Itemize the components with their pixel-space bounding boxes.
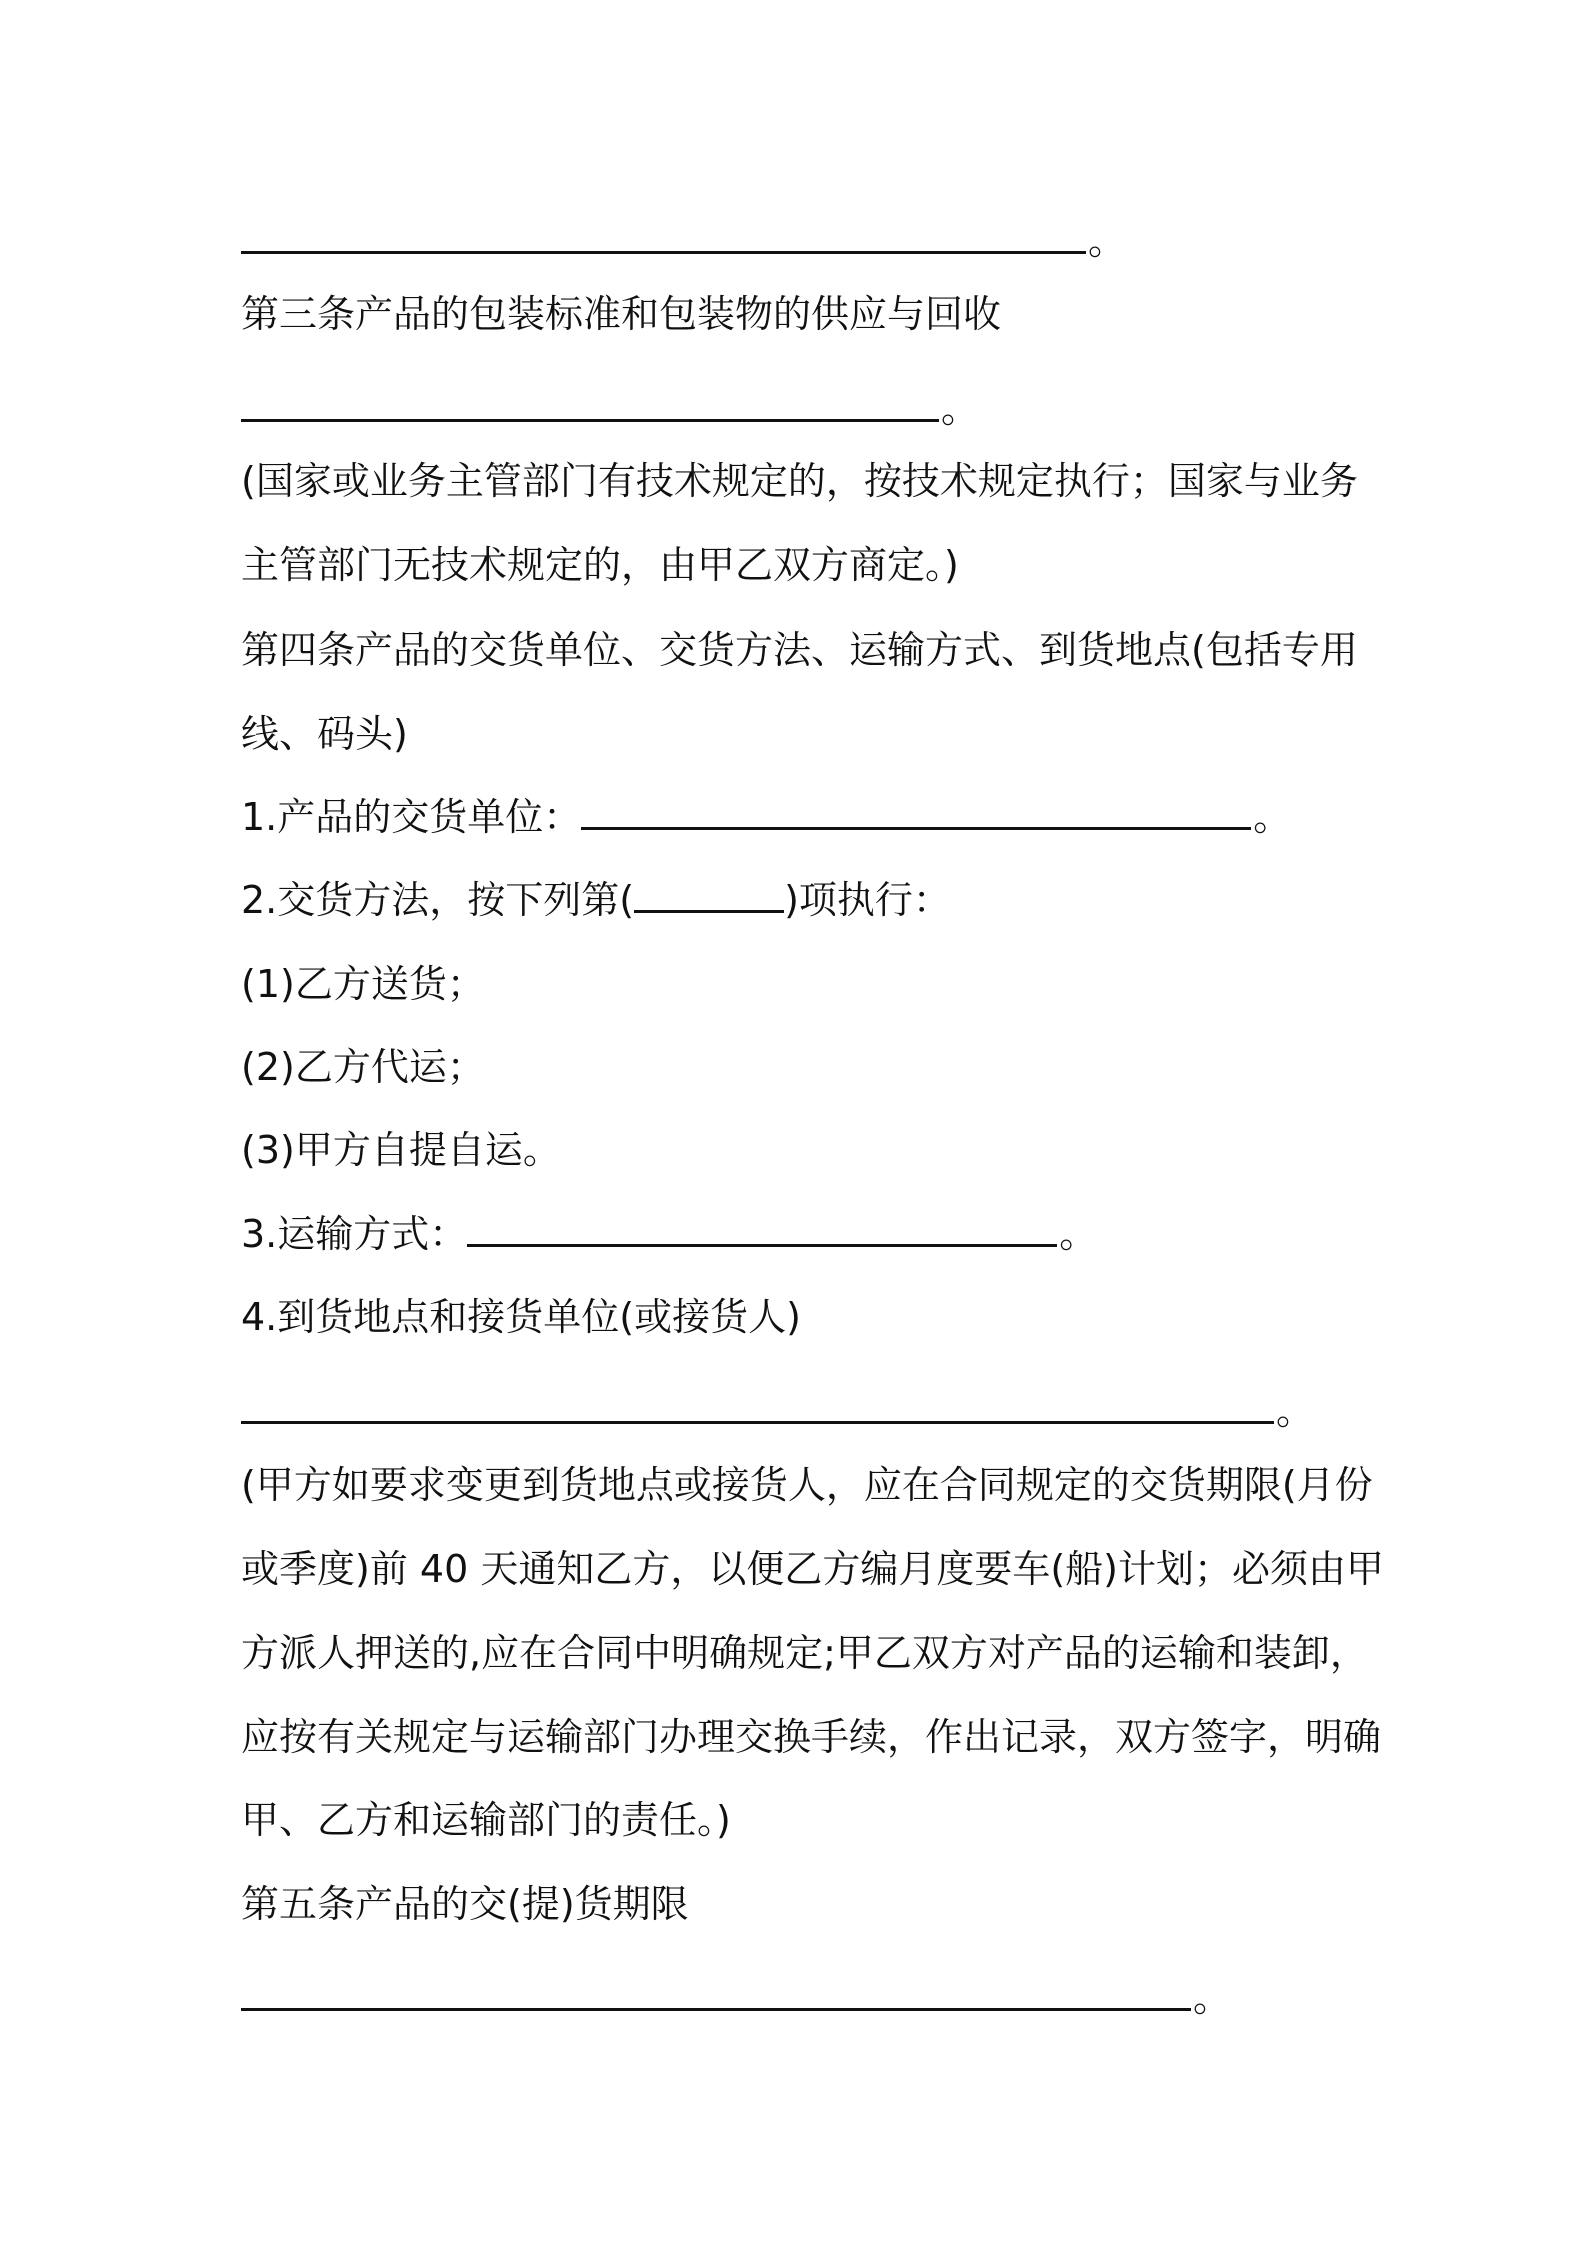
item-label-suffix: )项执行： [784, 878, 951, 922]
period: 。 [1088, 219, 1127, 263]
paragraph-text: (甲方如要求变更到货地点或接货人，应在合同规定的交货期限(月份 [241, 1463, 1373, 1507]
option-3 [241, 1119, 561, 1181]
blank-line-article2-end [241, 210, 1126, 272]
item-arrival-location [241, 1286, 801, 1348]
option-text: (2)乙方代运； [241, 1045, 485, 1089]
fill-in-blank[interactable] [241, 211, 1086, 254]
item-label: 4.到货地点和接货单位(或接货人) [241, 1295, 801, 1339]
paragraph-line-1 [241, 1454, 1373, 1516]
item-label: 1.产品的交货单位： [241, 795, 582, 839]
fill-in-blank[interactable] [581, 787, 1251, 830]
paragraph-text: 应按有关规定与运输部门办理交换手续，作出记录，双方签字，明确 [241, 1715, 1382, 1759]
article-4-text: 第四条产品的交货单位、交货方法、运输方式、到货地点(包括专用 [241, 628, 1358, 672]
fill-in-blank[interactable] [467, 1204, 1057, 1247]
note-text: (国家或业务主管部门有技术规定的，按技术规定执行；国家与业务 [241, 459, 1358, 503]
article-3-text: 第三条产品的包装标准和包装物的供应与回收 [241, 292, 1002, 336]
option-2 [241, 1036, 485, 1098]
note-text: 主管部门无技术规定的，由甲乙双方商定。) [241, 543, 959, 587]
blank-line-article3 [241, 378, 979, 440]
option-number-blank[interactable] [634, 870, 784, 913]
article-4-heading-cont [241, 703, 408, 765]
note-line-1 [241, 450, 1358, 512]
paragraph-line-2 [241, 1538, 1384, 1600]
article-5-heading [241, 1873, 689, 1935]
paragraph-line-5 [241, 1789, 731, 1851]
option-1 [241, 953, 485, 1015]
option-text: (1)乙方送货； [241, 962, 485, 1006]
period: 。 [1276, 1389, 1315, 1433]
period: 。 [1059, 1212, 1098, 1256]
period: 。 [1193, 1976, 1232, 2020]
option-text: (3)甲方自提自运。 [241, 1128, 561, 1172]
fill-in-blank[interactable] [241, 1968, 1191, 2011]
article-3-heading [241, 283, 1001, 345]
paragraph-line-3 [241, 1622, 1368, 1684]
item-transport-method [241, 1203, 1097, 1265]
article-4-text-cont: 线、码头) [241, 712, 408, 756]
paragraph-line-4 [241, 1706, 1381, 1768]
blank-line-arrival [241, 1380, 1314, 1442]
paragraph-text: 方派人押送的,应在合同中明确规定;甲乙双方对产品的运输和装卸， [241, 1631, 1368, 1675]
item-label: 2.交货方法，按下列第( [241, 878, 635, 922]
article-4-heading [241, 619, 1358, 681]
item-delivery-method [241, 869, 951, 931]
blank-line-article5 [241, 1967, 1231, 2029]
article-5-text: 第五条产品的交(提)货期限 [241, 1882, 689, 1926]
period: 。 [1253, 795, 1292, 839]
fill-in-blank[interactable] [241, 1381, 1274, 1424]
item-label: 3.运输方式： [241, 1212, 468, 1256]
period: 。 [941, 387, 980, 431]
paragraph-text: 或季度)前 40 天通知乙方，以便乙方编月度要车(船)计划；必须由甲 [241, 1547, 1384, 1591]
fill-in-blank[interactable] [241, 379, 939, 422]
paragraph-text: 甲、乙方和运输部门的责任。) [241, 1798, 731, 1842]
note-line-2 [241, 534, 959, 596]
item-delivery-unit [241, 786, 1291, 848]
